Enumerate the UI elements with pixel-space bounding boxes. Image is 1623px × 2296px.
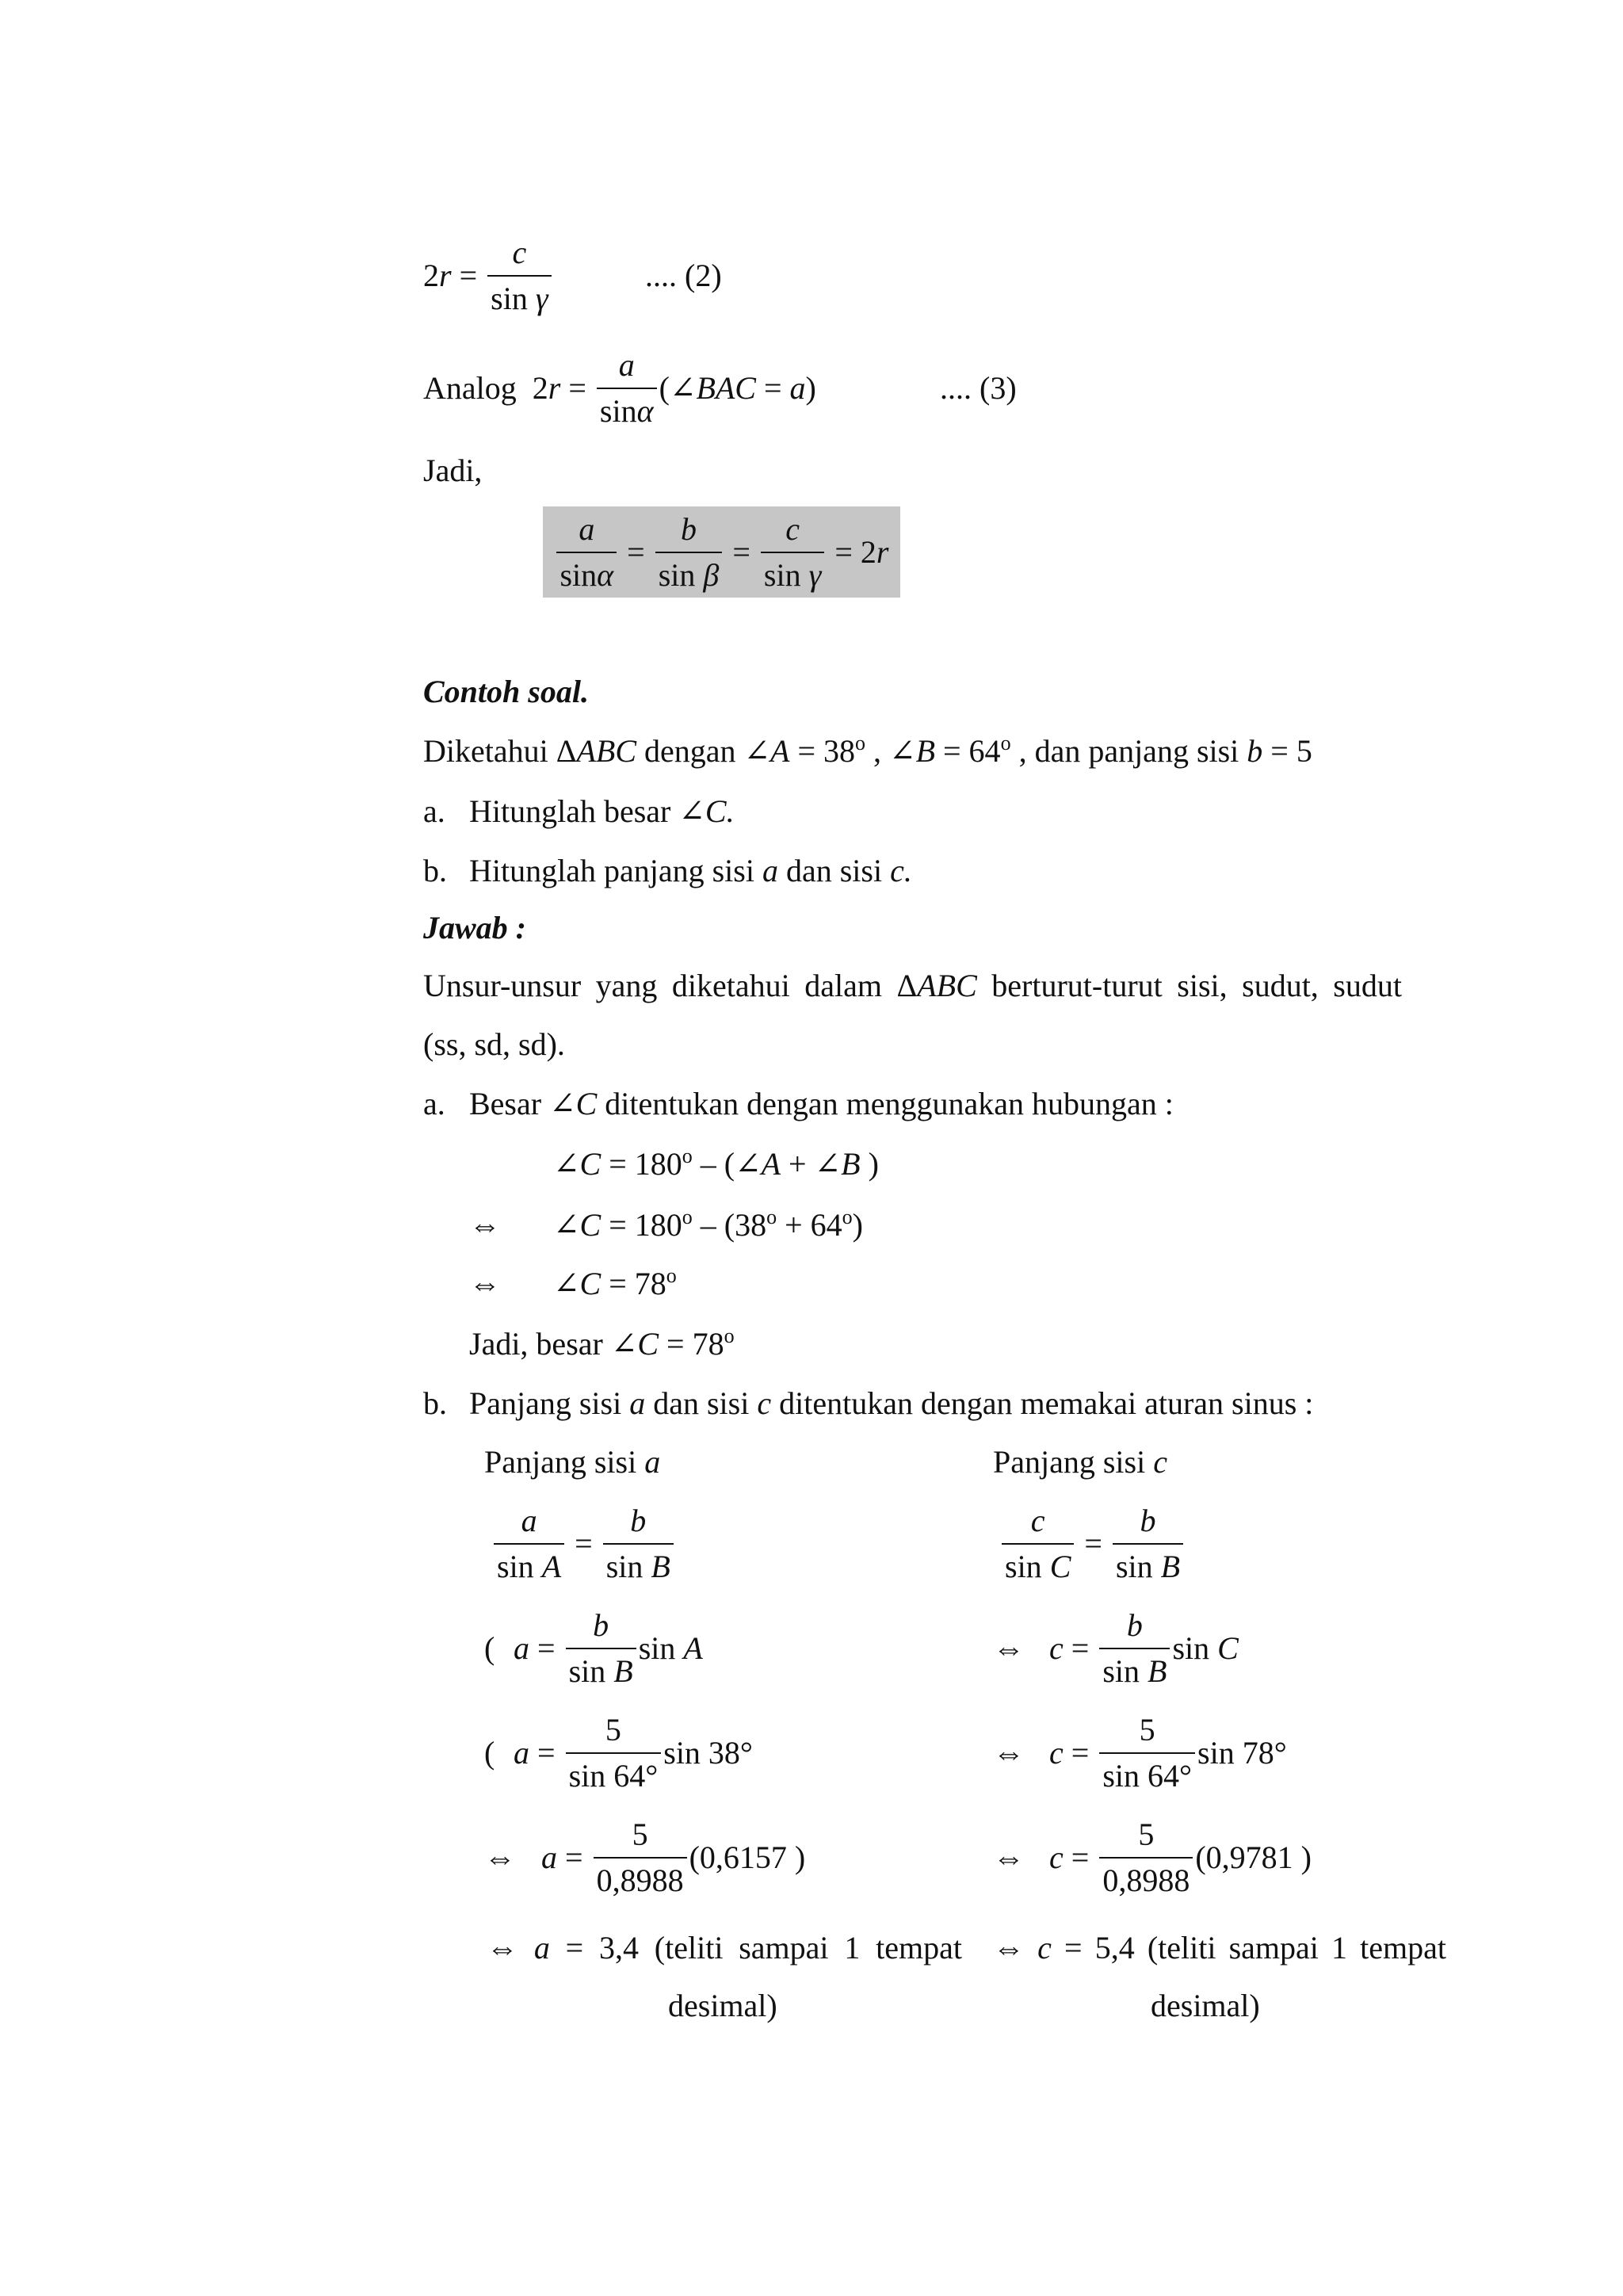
fraction-denominator [487,277,551,316]
side-c-equation-1 [999,1503,1186,1584]
superscript-text: o [724,1324,735,1347]
text-run: 0,8988 [1102,1862,1190,1898]
fraction [1099,1713,1195,1794]
superscript-text: o [1000,732,1011,755]
side-a-result [487,1929,962,1967]
side-c-equation-2 [1049,1608,1239,1689]
text-run: sin 78° [1197,1735,1287,1771]
italic-math-text: ∠C [610,1326,659,1362]
fraction-denominator [494,1545,564,1584]
text-run: sin [491,281,536,316]
question-b-text [469,852,912,890]
text-run: = 5,4 (teliti sampai 1 tempat [1051,1930,1446,1966]
text-run: = [560,370,594,406]
italic-math-text: B [1160,1549,1181,1584]
question-a-label: a. [423,793,445,829]
italic-math-text: c [785,510,800,547]
fraction-denominator [556,553,617,593]
italic-math-text: c [1030,1503,1045,1538]
text-run: Hitunglah besar [469,793,679,829]
fraction [494,1503,564,1584]
text-run: = 78 [601,1266,666,1301]
side-a-equation-3 [514,1713,753,1794]
fraction [1113,1503,1183,1584]
text-run: (0,9781 ) [1195,1839,1312,1875]
text-run: = 180 [601,1146,682,1182]
italic-math-text: c [757,1385,772,1421]
superscript-text: o [682,1205,693,1228]
italic-math-text: α [636,393,654,429]
side-c-equation-4 [1049,1817,1312,1898]
italic-math-text: c [1049,1630,1064,1666]
italic-math-text: a [514,1735,529,1771]
answer-intro [423,967,1402,1005]
text-run: , dan panjang sisi [1010,733,1247,769]
fraction-denominator [603,1545,674,1584]
question-b-label: b. [423,853,447,888]
side-c-heading [993,1443,1167,1481]
italic-math-text: a [579,510,595,547]
italic-math-text: b [1140,1503,1156,1538]
italic-math-text: r [876,533,889,570]
italic-math-text: A [541,1549,562,1584]
answer-heading: Jawab : [423,910,526,946]
part-a-conclusion [469,1325,735,1363]
italic-math-text: ∠C. [678,793,735,829]
fraction-denominator [655,553,723,593]
text-run: 5 [1139,1712,1155,1748]
italic-math-text: c [1049,1735,1064,1771]
fraction-denominator [566,1649,636,1689]
text-run: = [755,370,790,406]
part-a-step-3 [553,1265,677,1303]
text-run: = [619,533,653,570]
italic-math-text: α [597,556,614,593]
italic-math-text: ∠A [743,733,790,769]
side-a-step-prefix: ( [484,1735,495,1771]
text-run: sin 64° [1102,1758,1193,1794]
italic-math-text: b [1247,733,1263,769]
italic-math-text: ∠B [814,1146,861,1182]
text-run: = [567,1526,601,1561]
text-run: sin [1172,1630,1218,1666]
text-run: – (38 [692,1207,767,1243]
text-run: = [557,1839,591,1875]
italic-math-text: ∠BAC [669,370,756,406]
superscript-text: o [842,1205,853,1228]
fraction-denominator [1099,1649,1170,1689]
side-c-equation-3 [1049,1713,1287,1794]
text-run: = 3,4 (teliti sampai 1 tempat [549,1930,962,1966]
fraction [487,235,551,316]
fraction-numerator [1099,1608,1170,1648]
example-given [423,732,1312,770]
fraction [655,512,723,593]
equivalence-symbol: ⇔ [484,1839,516,1875]
fraction-denominator [761,553,824,593]
text-run: sin [1005,1549,1050,1584]
superscript-text: o [766,1205,777,1228]
italic-math-text: C [1049,1549,1071,1584]
answer-intro-continued: (ss, sd, sd). [423,1026,565,1062]
text-run: sin [568,1653,614,1689]
text-run: 5 [632,1817,648,1852]
text-run: Analog 2 [423,370,548,406]
text-run: = [451,258,486,293]
side-a-equation-1 [491,1503,676,1584]
italic-math-text: ∠C [553,1207,601,1243]
superscript-text: o [682,1144,693,1167]
equivalence-symbol: ⇔ [993,1735,1025,1771]
fraction-denominator [1113,1545,1183,1584]
text-run: Panjang sisi [993,1444,1154,1480]
fraction-numerator [494,1503,564,1543]
text-run: sin [599,393,637,429]
text-run: = [1076,1526,1110,1561]
fraction-denominator [1099,1754,1195,1794]
text-run: sin [763,556,809,593]
fraction [1099,1817,1193,1898]
text-run: = [529,1735,563,1771]
italic-math-text: b [1126,1607,1143,1643]
text-run: dan sisi [645,1385,758,1421]
italic-math-text: ∠A [735,1146,781,1182]
equivalence-symbol: ⇔ [469,1266,501,1301]
text-run: + [781,1146,815,1182]
text-run: = [724,533,758,570]
superscript-text: o [855,732,866,755]
text-run: = 5 [1262,733,1312,769]
text-run: (0,6157 ) [689,1839,806,1875]
fraction-numerator [603,1503,674,1543]
italic-math-text: c [1049,1839,1064,1875]
text-run: 0,8988 [596,1862,684,1898]
fraction-numerator [566,1713,662,1752]
italic-math-text: B [1148,1653,1167,1689]
fraction-numerator [1002,1503,1074,1543]
text-run: ( [659,370,670,406]
text-run: sin [638,1630,684,1666]
italic-math-text: B [651,1549,670,1584]
italic-math-text: ABC [917,968,977,1003]
side-a-equation-2 [514,1608,703,1689]
conclusion-label: Jadi, [423,453,483,488]
text-run: = 38 [789,733,856,769]
italic-math-text: c. [890,853,912,888]
text-run: sin 64° [568,1758,659,1794]
text-run: = 78 [659,1326,724,1362]
fraction-numerator [556,512,617,552]
text-run: ditentukan dengan menggunakan hubungan : [597,1086,1174,1121]
text-run: = [529,1630,563,1666]
question-a-text [469,793,735,831]
superscript-text: o [666,1264,677,1287]
equation-number-3: .... (3) [940,370,1017,406]
equivalence-symbol: ⇔ [993,1630,1025,1666]
text-run: Panjang sisi [484,1444,645,1480]
italic-math-text: c [1037,1930,1052,1966]
italic-math-text: b [681,510,697,547]
fraction [761,512,824,593]
text-run: = 64 [935,733,1001,769]
italic-math-text: a [514,1630,529,1666]
italic-math-text: b [630,1503,647,1538]
text-run: ⇔ [487,1930,534,1966]
circumradius-formula-a [423,348,816,429]
italic-math-text: ∠C [553,1266,601,1301]
text-run: sin [658,556,704,593]
italic-math-text: a [644,1444,661,1480]
text-run: = [1063,1735,1098,1771]
text-run: berturut-turut sisi, sudut, sudut [976,968,1402,1003]
text-run: dengan [636,733,744,769]
text-run: Besar [469,1086,550,1121]
text-run: ) [860,1146,879,1182]
side-a-result-continued: desimal) [668,1988,777,2023]
italic-math-text: r [439,258,452,293]
italic-math-text: ∠C [549,1086,598,1121]
text-run: 5 [605,1712,621,1748]
fraction-numerator [1099,1713,1195,1752]
italic-math-text: a [629,1385,646,1421]
text-run: sin 38° [663,1735,753,1771]
fraction-numerator [597,348,657,388]
italic-math-text: b [593,1607,609,1643]
text-run: sin [1115,1549,1161,1584]
italic-math-text: B [613,1653,633,1689]
fraction-numerator [566,1608,636,1648]
text-run: Hitunglah panjang sisi [469,853,762,888]
part-b-label: b. [423,1385,447,1421]
text-run: – ( [692,1146,735,1182]
italic-math-text: ∠C [553,1146,601,1182]
text-run: = [1063,1839,1098,1875]
text-run: Unsur-unsur yang diketahui dalam Δ [423,968,918,1003]
fraction [556,512,617,593]
part-b-text [469,1385,1313,1423]
fraction [603,1503,674,1584]
text-run: sin [1102,1653,1148,1689]
fraction-numerator [1099,1817,1193,1857]
italic-math-text: a [618,347,635,383]
fraction-numerator [761,512,824,552]
part-a-text [469,1085,1174,1123]
text-run: ) [805,370,816,406]
fraction [1099,1608,1170,1689]
side-c-result-continued: desimal) [1151,1988,1260,2023]
text-run: ditentukan dengan memakai aturan sinus : [771,1385,1314,1421]
text-run: = 180 [601,1207,682,1243]
text-run: sin [605,1549,651,1584]
italic-math-text: a [521,1503,537,1538]
fraction-numerator [487,235,551,275]
equivalence-symbol: ⇔ [993,1839,1025,1875]
circumradius-formula-c [423,235,554,316]
side-a-step-prefix: ( [484,1630,495,1666]
italic-math-text: γ [808,556,822,593]
italic-math-text: r [548,370,561,406]
italic-math-text: ABC [576,733,637,769]
sine-rule-highlight-box [543,506,900,598]
italic-math-text: a [762,853,778,888]
text-run: 5 [1138,1817,1155,1852]
fraction-denominator [597,389,657,429]
italic-math-text: a [541,1839,557,1875]
part-a-step-1 [553,1145,879,1183]
fraction-numerator [1113,1503,1183,1543]
text-run: sin [559,556,598,593]
part-a-step-2 [553,1206,863,1244]
part-a-label: a. [423,1086,445,1121]
fraction [566,1713,662,1794]
text-run: 2 [423,258,439,293]
fraction-denominator [1099,1859,1193,1898]
fraction-denominator [1002,1545,1074,1584]
italic-math-text: γ [535,281,548,316]
italic-math-text: a [789,370,806,406]
text-run: ⇔ [993,1930,1038,1966]
text-run: + 64 [777,1207,842,1243]
fraction [1002,1503,1074,1584]
italic-math-text: a [533,1930,550,1966]
side-a-equation-4 [541,1817,805,1898]
side-c-result [993,1929,1446,1967]
italic-math-text: β [703,556,720,593]
fraction-numerator [594,1817,687,1857]
fraction [566,1608,636,1689]
fraction-denominator [594,1859,687,1898]
italic-math-text: C [1217,1630,1239,1666]
text-run: = [1063,1630,1098,1666]
italic-math-text: c [512,235,527,270]
fraction-numerator [655,512,723,552]
side-a-heading [484,1443,660,1481]
text-run: Jadi, besar [469,1326,611,1362]
text-run: ) [852,1207,863,1243]
equation-number-2: .... (2) [645,258,722,293]
text-run: , [865,733,890,769]
italic-math-text: c [1153,1444,1167,1480]
italic-math-text: A [683,1630,703,1666]
text-run: = 2 [827,533,876,570]
text-run: Panjang sisi [469,1385,630,1421]
text-run: Diketahui Δ [423,733,577,769]
italic-math-text: ∠B [889,733,935,769]
fraction [597,348,657,429]
example-heading: Contoh soal. [423,674,589,709]
fraction-denominator [566,1754,662,1794]
equivalence-symbol: ⇔ [469,1207,501,1243]
fraction [594,1817,687,1898]
text-run: sin [497,1549,542,1584]
text-run: dan sisi [777,853,891,888]
